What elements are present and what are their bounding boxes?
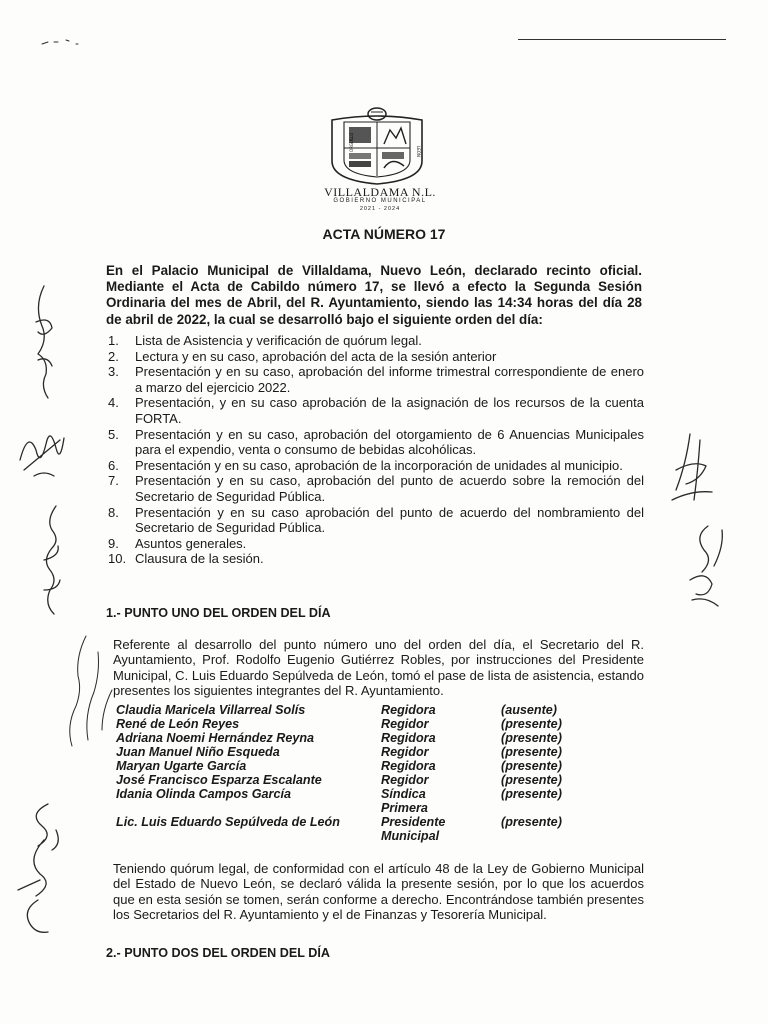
member-name: Juan Manuel Niño Esqueda [116,745,280,759]
member-role: Primera [381,801,428,815]
agenda-text: Presentación y en su caso, aprobación del punto de acuerdo sobre la remoción del Secretario de Seguridad Pública. [135,473,644,504]
attendance-row [116,717,576,731]
agenda-number: 9. [108,535,119,551]
member-role: Síndica [381,787,426,801]
attendance-row [116,815,576,829]
agenda-text: Presentación y en su caso, aprobación del informe trimestral correspondiente de enero a marzo del ejercicio 2022. [135,364,644,395]
agenda-text: Presentación y en su caso aprobación del punto de acuerdo del nombramiento del Secretario de Seguridad Pública. [135,504,644,536]
attendance-list [116,703,576,843]
svg-text:LEÓN: LEÓN [416,146,421,157]
attendance-row [116,745,576,759]
agenda-text: Presentación y en su caso, aprobación del otorgamiento de 6 Anuencias Municipales para el expendio, venta o consumo de bebidas alcohólicas. [135,426,644,458]
attendance-row [116,703,576,717]
agenda-item [106,473,644,504]
member-role: Presidente [381,815,446,829]
section-1-heading: 1.- PUNTO UNO DEL ORDEN DEL DÍA [106,606,331,620]
attendance-row [116,731,576,745]
agenda-number: 3. [108,364,119,380]
member-status: (ausente) [501,703,557,717]
agenda-number: 2. [108,348,119,364]
top-rule [518,39,726,40]
attendance-row [116,801,576,815]
agenda-number: 5. [108,426,119,442]
agenda-item [106,364,644,395]
member-status: (presente) [501,731,562,745]
member-name: José Francisco Esparza Escalante [116,773,322,787]
government-term: 2021 - 2024 [359,206,401,212]
signature-5 [8,800,78,940]
svg-text:ORGULLO: ORGULLO [349,132,354,152]
member-role: Regidora [381,759,436,773]
agenda-item [106,333,644,349]
member-role: Regidor [381,773,429,787]
attendance-row [116,787,576,801]
signature-2 [14,420,70,482]
member-name: Lic. Luis Eduardo Sepúlveda de León [116,815,340,829]
agenda-number: 7. [108,473,119,489]
attendance-row [116,773,576,787]
signature-6 [660,430,720,510]
government-label: GOBIERNO MUNICIPAL [333,198,427,204]
member-status: (presente) [501,787,562,801]
member-status: (presente) [501,745,562,759]
member-role: Regidora [381,703,436,717]
agenda-number: 10. [108,551,127,567]
signature-1 [24,282,60,402]
agenda-text: Lectura y en su caso, aprobación del acta de la sesión anterior [135,348,497,364]
agenda-item [106,551,644,567]
agenda-item [106,349,644,365]
agenda-number: 1. [108,333,119,348]
member-role: Municipal [381,829,440,843]
agenda-item [106,395,644,426]
member-name: Idania Olinda Campos García [116,787,291,801]
agenda-item [106,427,644,458]
municipal-coat-of-arms [326,106,428,186]
member-status: (presente) [501,773,562,787]
member-status: (presente) [501,717,562,731]
section-2-heading: 2.- PUNTO DOS DEL ORDEN DEL DÍA [106,946,330,960]
member-status: (presente) [501,815,562,829]
agenda-number: 6. [108,457,119,473]
member-name: Adriana Noemi Hernández Reyna [116,731,315,745]
member-name: Claudia Maricela Villarreal Solís [116,703,306,717]
member-name: Maryan Ugarte García [116,759,247,773]
scan-marks [40,34,100,54]
attendance-row [116,759,576,773]
agenda-number: 8. [108,504,119,520]
agenda-item [106,536,644,552]
member-role: Regidor [381,745,429,759]
municipality-name: VILLALDAMA N.L. [324,185,436,199]
signature-7 [678,520,732,620]
attendance-row [116,829,576,843]
intro-paragraph: En el Palacio Municipal de Villaldama, Nuevo León, declarado recinto oficial. Mediante el Acta de Cabildo número 17, se llevó a efecto la Segunda Sesión Ordinaria del mes de Abril, del R. Ayuntamiento, siendo las 14:34 horas del día 28 de abril de 2022, la cual se desarrolló bajo el siguiente orden del día: [106,263,642,327]
agenda-item [106,505,644,536]
agenda-text: Asuntos generales. [135,535,247,551]
member-role: Regidor [381,717,429,731]
agenda-text: Presentación y en su caso, aprobación de la incorporación de unidades al municipio. [135,457,623,473]
agenda-text: Clausura de la sesión. [135,551,264,567]
member-role: Regidora [381,731,436,745]
agenda-list [106,333,644,567]
member-name: René de León Reyes [116,717,240,731]
signature-3 [32,500,72,620]
member-status: (presente) [501,759,562,773]
quorum-paragraph: Teniendo quórum legal, de conformidad con el artículo 48 de la Ley de Gobierno Municipal del Estado de Nuevo León, se declaró válida la presente sesión, por lo que los acuerdos que en esta sesión se tomen, serán conforme a derecho. Encontrándose también presentes los Secretarios del R. Ayuntamiento y el de Finanzas y Tesorería Municipal. [113,861,644,923]
section-1-paragraph: Referente al desarrollo del punto número uno del orden del día, el Secretario del R. Ayuntamiento, Prof. Rodolfo Eugenio Gutiérrez Robles, por instrucciones del Presidente Municipal, C. Luis Eduardo Sepúlveda de León, tomó el pase de lista de asistencia, estando presentes los siguientes integrantes del R. Ayuntamiento. [113,637,644,699]
document-title: ACTA NÚMERO 17 [322,226,446,242]
agenda-text: Presentación, y en su caso aprobación de la asignación de los recursos de la cuenta FORTA. [135,395,644,426]
agenda-item [106,458,644,474]
agenda-text: Lista de Asistencia y verificación de quórum legal. [135,333,422,348]
agenda-number: 4. [108,395,119,411]
signature-4 [52,630,122,750]
